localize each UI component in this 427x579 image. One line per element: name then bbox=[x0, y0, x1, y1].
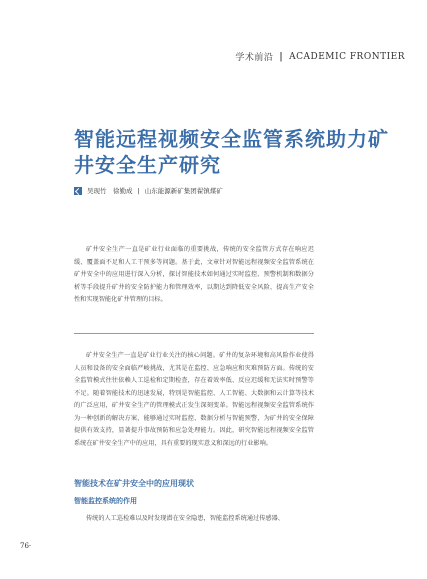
authors: 吴现竹 徐勤成 bbox=[87, 187, 133, 195]
byline bbox=[74, 186, 223, 195]
divider bbox=[74, 333, 314, 334]
subsection-heading: 智能监控系统的作用 bbox=[74, 497, 137, 505]
section-heading: 智能技术在矿井安全中的应用现状 bbox=[74, 479, 194, 488]
body-paragraph: 传统的人工巡检难以及时发现潜在安全隐患，智能监控系统通过传感器、 bbox=[86, 515, 284, 522]
header-separator: | bbox=[279, 51, 284, 62]
article-title: 智能远程视频安全监管系统助力矿井安全生产研究 bbox=[74, 127, 389, 177]
page-number: 76· bbox=[20, 542, 32, 550]
byline-separator: | bbox=[137, 186, 140, 195]
section-label-en: ACADEMIC FRONTIER bbox=[289, 51, 405, 62]
abstract: 矿井安全生产一直是矿业行业面临的重要挑战，传统的安全监管方式存在响应迟缓、覆盖面不足和人工干预多等问题。基于此，文章针对智能远程视频安全监管系统在矿井安全中的应用进行深入分析，探讨智能技术如何通过实时监控、预警机制和数据分析等手段提升矿井的安全防护能力和管理效率，以期达到降低安全风险、提高生产安全性和实现智能化矿井管理的目标。 bbox=[74, 246, 314, 303]
affiliation: 山东能源新矿集团翟镇煤矿 bbox=[144, 187, 223, 195]
section-label-cn: 学术前沿 bbox=[235, 53, 274, 63]
page-header bbox=[235, 50, 405, 63]
intro-paragraph: 矿井安全生产一直是矿业行业关注的核心问题。矿井的复杂环境和高风险作业使得人员和设备的安全面临严峻挑战，尤其是在监控、应急响应和灾难预防方面。传统的安全监管模式往往依赖人工巡检和定期检查，存在着效率低、反应迟缓和无法实时预警等不足。随着智能技术的迅速发展，特别是智能监控、人工智能、大数据和云计算等技术的广泛应用，矿井安全生产的管理模式正发生深刻变革。智能远程视频安全监管系统作为一种创新的解决方案，能够通过实时监控、数据分析与智能预警，为矿井的安全保障提供有效支持，显著提升事故预防和应急处理能力。因此，研究智能远程视频安全监管系统在矿井安全生产中的应用，具有重要的现实意义和深远的行业影响。 bbox=[74, 352, 314, 447]
author-mark-icon bbox=[74, 187, 82, 195]
